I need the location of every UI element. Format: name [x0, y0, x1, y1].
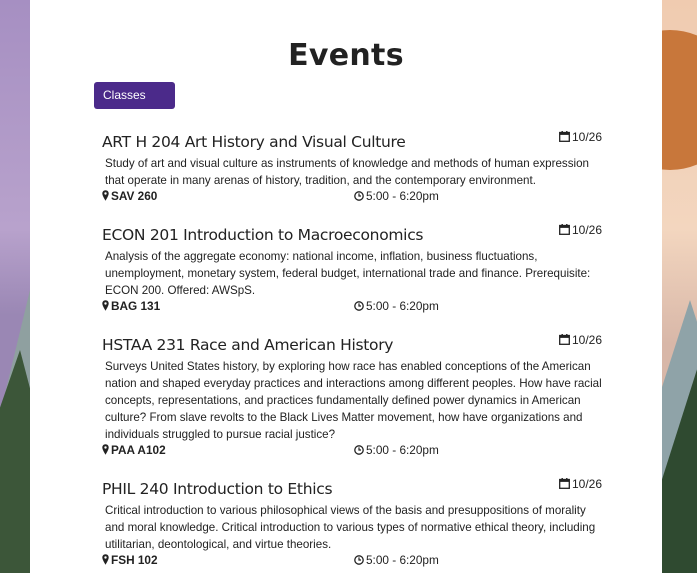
clock-icon [354, 555, 364, 565]
map-marker-icon [102, 554, 109, 565]
event-time [354, 553, 439, 567]
event-description: Surveys United States history, by exploring how race has enabled conceptions of the American nation and shaped everyday practices and interactions among different peoples. How have racial concepts, representations, and practices fundamentally defined power dynamics in American culture? From slave revolts to the Black Lives Matter movement, how have organizations and individuals struggled to pursue racial justice? [105, 360, 602, 441]
event-date-text: 10/26 [571, 477, 602, 491]
calendar-icon [559, 334, 570, 345]
event-item[interactable] [102, 333, 602, 460]
clock-icon [354, 445, 364, 455]
event-meta [102, 443, 602, 460]
event-location [102, 553, 158, 567]
event-date-text: 10/26 [571, 130, 602, 144]
event-time [354, 189, 439, 203]
event-location-text: SAV 260 [111, 189, 158, 203]
event-location [102, 189, 157, 203]
event-time-text: 5:00 - 6:20pm [366, 299, 439, 313]
event-item[interactable] [102, 130, 602, 206]
event-meta [102, 553, 602, 570]
event-location-text: PAA A102 [111, 443, 166, 457]
clock-icon [354, 301, 364, 311]
calendar-icon [559, 131, 570, 142]
event-title[interactable]: ECON 201 Introduction to Macroeconomics [102, 226, 424, 244]
event-title[interactable]: HSTAA 231 Race and American History [102, 336, 394, 354]
event-date [559, 477, 602, 491]
page-title: Events [288, 38, 404, 73]
event-location [102, 299, 160, 313]
event-description: Critical introduction to various philosophical views of the basis and presuppositions of morality and moral knowledge. Critical introduction to various types of normative ethical theory, including utilitarian, deontological, and virtue theories. [105, 504, 596, 551]
event-date [559, 333, 602, 347]
event-time-text: 5:00 - 6:20pm [366, 443, 439, 457]
map-marker-icon [102, 444, 109, 455]
map-marker-icon [102, 190, 109, 201]
calendar-icon [559, 478, 570, 489]
event-description: Analysis of the aggregate economy: national income, inflation, business fluctuations, unemployment, monetary system, federal budget, international trade and finance. Prerequisite: ECON 200. Offered: AWSpS. [105, 250, 591, 297]
tab-classes[interactable]: Classes [94, 82, 175, 109]
event-item[interactable] [102, 477, 602, 570]
event-title[interactable]: ART H 204 Art History and Visual Culture [102, 133, 406, 151]
event-time [354, 443, 439, 457]
clock-icon [354, 191, 364, 201]
event-time [354, 299, 439, 313]
event-location-text: BAG 131 [111, 299, 161, 313]
event-time-text: 5:00 - 6:20pm [366, 553, 439, 567]
events-panel [30, 0, 662, 573]
map-marker-icon [102, 300, 109, 311]
event-item[interactable] [102, 223, 602, 316]
calendar-icon [559, 224, 570, 235]
event-location [102, 443, 166, 457]
event-date-text: 10/26 [571, 223, 602, 237]
event-date [559, 223, 602, 237]
event-date [559, 130, 602, 144]
event-date-text: 10/26 [571, 333, 602, 347]
event-description: Study of art and visual culture as instruments of knowledge and methods of human expression that operate in many arenas of history, tradition, and the contemporary environment. [105, 157, 589, 187]
event-meta [102, 189, 602, 206]
event-location-text: FSH 102 [111, 553, 158, 567]
event-meta [102, 299, 602, 316]
event-title[interactable]: PHIL 240 Introduction to Ethics [102, 480, 333, 498]
event-time-text: 5:00 - 6:20pm [366, 189, 439, 203]
